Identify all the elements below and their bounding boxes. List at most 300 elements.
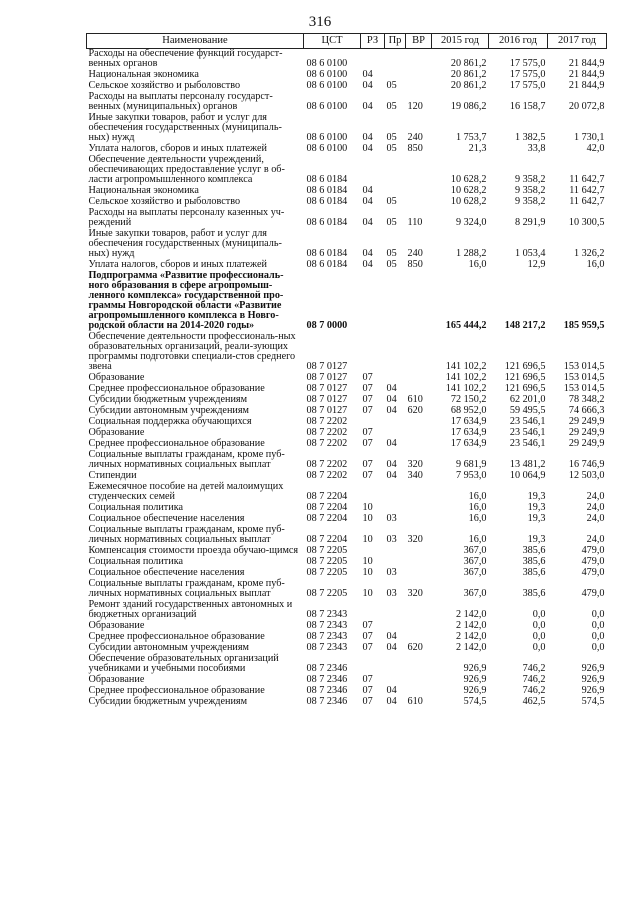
row-cst: 08 7 2202 <box>306 459 348 470</box>
row-value-2017: 21 844,9 <box>568 58 605 69</box>
row-value-2015: 17 634,9 <box>450 427 487 438</box>
row-rz: 07 <box>362 685 373 696</box>
row-value-2016: 23 546,1 <box>509 427 546 438</box>
row-value-2017: 479,0 <box>581 545 605 556</box>
row-vr <box>406 482 432 503</box>
row-name: Компенсация стоимости проезда обучаю-щимся <box>88 545 299 556</box>
row-value-2015: 574,5 <box>463 696 487 707</box>
row-value-2017: 153 014,5 <box>563 361 605 372</box>
row-pr: 04 <box>386 685 397 696</box>
row-name: Ремонт зданий государственных автономных и бюджетных организаций <box>88 599 293 620</box>
row-name: Социальная политика <box>88 502 184 513</box>
row-value-2016: 385,6 <box>522 545 546 556</box>
row-cst: 08 6 0184 <box>306 248 348 259</box>
column-header-name: Наименование <box>87 34 304 49</box>
row-value-2015: 16,0 <box>468 491 487 502</box>
row-name: Субсидии бюджетным учреждениям <box>88 696 248 707</box>
row-value-2017: 24,0 <box>586 491 605 502</box>
row-vr <box>406 417 432 428</box>
row-value-2015: 20 861,2 <box>450 58 487 69</box>
row-cst: 08 6 0184 <box>306 217 348 228</box>
row-value-2015: 367,0 <box>463 556 487 567</box>
row-vr <box>406 155 432 186</box>
row-rz: 04 <box>362 69 373 80</box>
row-value-2016: 59 495,5 <box>509 405 546 416</box>
row-cst: 08 6 0184 <box>306 259 348 270</box>
row-name: Сельское хозяйство и рыболовство <box>88 196 241 207</box>
row-cst: 08 7 0127 <box>306 372 348 383</box>
row-value-2017: 29 249,9 <box>568 416 605 427</box>
row-pr <box>385 417 406 428</box>
table-header-row <box>87 34 607 49</box>
row-name: Уплата налогов, сборов и иных платежей <box>88 259 267 270</box>
row-value-2015: 21,3 <box>468 143 487 154</box>
row-rz: 04 <box>362 248 373 259</box>
row-value-2015: 17 634,9 <box>450 416 487 427</box>
row-name: Иные закупки товаров, работ и услуг для обеспечения государственных (муниципаль-ных) нужд <box>88 112 282 143</box>
row-value-2016: 1 382,5 <box>514 132 546 143</box>
row-value-2015: 141 102,2 <box>445 383 487 394</box>
row-value-2015: 19 086,2 <box>450 101 487 112</box>
column-header-2017: 2017 год <box>548 34 607 49</box>
row-rz: 07 <box>362 438 373 449</box>
row-value-2016: 385,6 <box>522 588 546 599</box>
row-vr: 620 <box>407 642 423 653</box>
row-value-2015: 367,0 <box>463 545 487 556</box>
row-pr <box>385 654 406 675</box>
row-value-2015: 367,0 <box>463 567 487 578</box>
row-value-2017: 16 746,9 <box>568 459 605 470</box>
row-cst: 08 6 0184 <box>306 185 348 196</box>
row-name: Обеспечение образовательных организаций учебниками и учебными пособиями <box>88 653 279 674</box>
table-row <box>87 482 607 503</box>
row-cst: 08 7 2202 <box>306 427 348 438</box>
row-pr: 04 <box>386 405 397 416</box>
table-row <box>87 49 607 71</box>
row-value-2016: 17 575,0 <box>509 80 546 91</box>
row-vr <box>406 428 432 439</box>
row-rz <box>361 600 385 621</box>
row-rz: 07 <box>362 394 373 405</box>
row-pr: 04 <box>386 642 397 653</box>
row-value-2017: 12 503,0 <box>568 470 605 481</box>
row-pr: 03 <box>386 588 397 599</box>
row-value-2017: 20 072,8 <box>568 101 605 112</box>
row-rz: 07 <box>362 642 373 653</box>
row-cst: 08 6 0184 <box>306 196 348 207</box>
row-vr <box>406 514 432 525</box>
row-vr <box>406 568 432 579</box>
row-value-2015: 2 142,0 <box>455 631 487 642</box>
row-value-2015: 10 628,2 <box>450 185 487 196</box>
row-pr <box>385 271 406 332</box>
row-value-2017: 0,0 <box>591 631 605 642</box>
row-cst: 08 6 0100 <box>306 143 348 154</box>
row-pr: 05 <box>386 101 397 112</box>
row-pr: 04 <box>386 459 397 470</box>
row-name: Социальное обеспечение населения <box>88 513 245 524</box>
row-value-2016: 0,0 <box>532 642 546 653</box>
row-name: Субсидии автономным учреждениям <box>88 642 249 653</box>
row-pr: 04 <box>386 394 397 405</box>
row-value-2017: 479,0 <box>581 588 605 599</box>
row-name: Субсидии автономным учреждениям <box>88 405 249 416</box>
table-row <box>87 332 607 373</box>
row-value-2016: 9 358,2 <box>514 185 546 196</box>
row-value-2015: 7 953,0 <box>455 470 487 481</box>
table-row <box>87 450 607 471</box>
row-value-2017: 153 014,5 <box>563 383 605 394</box>
row-rz <box>361 271 385 332</box>
row-value-2015: 9 324,0 <box>455 217 487 228</box>
column-header-2016: 2016 год <box>489 34 548 49</box>
row-value-2015: 10 628,2 <box>450 196 487 207</box>
row-value-2015: 16,0 <box>468 534 487 545</box>
row-rz <box>361 654 385 675</box>
row-name: Среднее профессиональное образование <box>88 438 265 449</box>
row-cst: 08 7 2343 <box>306 609 348 620</box>
row-value-2016: 148 217,2 <box>504 320 546 331</box>
row-value-2017: 74 666,3 <box>568 405 605 416</box>
row-value-2015: 926,9 <box>463 685 487 696</box>
row-cst: 08 7 0127 <box>306 394 348 405</box>
row-cst: 08 6 0100 <box>306 132 348 143</box>
row-cst: 08 7 2204 <box>306 502 348 513</box>
row-value-2017: 574,5 <box>581 696 605 707</box>
row-value-2016: 17 575,0 <box>509 69 546 80</box>
row-value-2017: 24,0 <box>586 502 605 513</box>
row-rz: 04 <box>362 101 373 112</box>
row-name: Социальная политика <box>88 556 184 567</box>
row-pr: 05 <box>386 80 397 91</box>
row-value-2016: 19,3 <box>527 513 546 524</box>
table-row <box>87 229 607 260</box>
table-row <box>87 92 607 113</box>
table-row <box>87 525 607 546</box>
row-vr <box>406 439 432 450</box>
row-vr <box>406 600 432 621</box>
row-name: Подпрограмма «Развитие профессиональ-ного образования в сфере агропромыш-ленного комплекса» государственной про-граммы Новгородской области «Развитие агропромышленного комплекса в Новго-родской области на 2014-2020 годы» <box>88 270 284 331</box>
row-pr: 05 <box>386 143 397 154</box>
row-cst: 08 6 0100 <box>306 58 348 69</box>
row-rz <box>361 49 385 71</box>
row-value-2016: 121 696,5 <box>504 361 546 372</box>
row-name: Образование <box>88 372 145 383</box>
row-pr: 05 <box>386 132 397 143</box>
row-vr: 240 <box>407 132 423 143</box>
row-value-2016: 0,0 <box>532 609 546 620</box>
row-name: Обеспечение деятельности профессиональ-ных образовательных организаций, реали-зующих программы подготовки специали-стов среднего звена <box>88 331 296 372</box>
row-value-2017: 11 642,7 <box>569 185 605 196</box>
row-value-2016: 17 575,0 <box>509 58 546 69</box>
row-pr <box>385 49 406 71</box>
row-value-2015: 141 102,2 <box>445 372 487 383</box>
row-name: Социальные выплаты гражданам, кроме пуб-личных нормативных социальных выплат <box>88 524 285 545</box>
row-value-2017: 926,9 <box>581 685 605 696</box>
row-cst: 08 6 0184 <box>306 174 348 185</box>
row-vr <box>406 186 432 197</box>
row-cst: 08 7 2202 <box>306 438 348 449</box>
row-value-2016: 385,6 <box>522 556 546 567</box>
row-value-2015: 926,9 <box>463 674 487 685</box>
row-value-2017: 29 249,9 <box>568 438 605 449</box>
row-value-2015: 2 142,0 <box>455 642 487 653</box>
row-name: Ежемесячное пособие на детей малоимущих студенческих семей <box>88 481 284 502</box>
row-value-2017: 1 326,2 <box>573 248 605 259</box>
row-name: Образование <box>88 620 145 631</box>
row-value-2017: 0,0 <box>591 609 605 620</box>
table-row <box>87 208 607 229</box>
row-value-2015: 1 753,7 <box>455 132 487 143</box>
row-value-2015: 16,0 <box>468 502 487 513</box>
row-cst: 08 7 2204 <box>306 491 348 502</box>
row-value-2016: 10 064,9 <box>509 470 546 481</box>
row-value-2017: 479,0 <box>581 567 605 578</box>
row-value-2015: 17 634,9 <box>450 438 487 449</box>
row-value-2016: 33,8 <box>527 143 546 154</box>
row-cst: 08 6 0100 <box>306 69 348 80</box>
row-vr: 610 <box>407 394 423 405</box>
table-row <box>87 155 607 186</box>
row-vr: 340 <box>407 470 423 481</box>
row-value-2017: 926,9 <box>581 663 605 674</box>
row-rz: 04 <box>362 259 373 270</box>
table-body <box>87 49 607 709</box>
row-pr: 04 <box>386 470 397 481</box>
row-cst: 08 7 0127 <box>306 383 348 394</box>
row-cst: 08 7 2205 <box>306 556 348 567</box>
row-cst: 08 7 0127 <box>306 361 348 372</box>
table-row <box>87 271 607 332</box>
row-value-2016: 19,3 <box>527 491 546 502</box>
row-value-2016: 19,3 <box>527 534 546 545</box>
row-pr: 04 <box>386 696 397 707</box>
row-name: Образование <box>88 427 145 438</box>
row-rz: 07 <box>362 372 373 383</box>
row-pr: 05 <box>386 259 397 270</box>
row-vr: 850 <box>407 143 423 154</box>
row-vr <box>406 81 432 92</box>
row-vr <box>406 373 432 384</box>
row-value-2017: 479,0 <box>581 556 605 567</box>
row-value-2017: 11 642,7 <box>569 196 605 207</box>
page-number: 316 <box>308 14 332 30</box>
row-rz: 04 <box>362 217 373 228</box>
row-cst: 08 7 0127 <box>306 405 348 416</box>
column-header-rz: РЗ <box>361 34 385 49</box>
row-value-2015: 2 142,0 <box>455 609 487 620</box>
table-row <box>87 654 607 675</box>
row-value-2015: 10 628,2 <box>450 174 487 185</box>
row-value-2016: 9 358,2 <box>514 174 546 185</box>
row-name: Среднее профессиональное образование <box>88 383 265 394</box>
row-value-2015: 9 681,9 <box>455 459 487 470</box>
row-name: Образование <box>88 674 145 685</box>
row-name: Социальные выплаты гражданам, кроме пуб-личных нормативных социальных выплат <box>88 449 285 470</box>
row-value-2015: 72 150,2 <box>450 394 487 405</box>
row-cst: 08 7 2202 <box>306 416 348 427</box>
row-cst: 08 7 2204 <box>306 513 348 524</box>
row-value-2017: 42,0 <box>586 143 605 154</box>
row-pr <box>385 332 406 373</box>
row-value-2015: 926,9 <box>463 663 487 674</box>
column-header-cst: ЦСТ <box>304 34 361 49</box>
row-value-2017: 78 348,2 <box>568 394 605 405</box>
row-name: Социальные выплаты гражданам, кроме пуб-личных нормативных социальных выплат <box>88 578 285 599</box>
row-pr: 03 <box>386 513 397 524</box>
row-rz: 10 <box>362 534 373 545</box>
row-name: Уплата налогов, сборов и иных платежей <box>88 143 267 154</box>
row-vr <box>406 557 432 568</box>
row-pr: 04 <box>386 438 397 449</box>
row-rz: 07 <box>362 459 373 470</box>
row-value-2015: 367,0 <box>463 588 487 599</box>
row-pr <box>385 482 406 503</box>
row-value-2015: 68 952,0 <box>450 405 487 416</box>
row-value-2016: 13 481,2 <box>509 459 546 470</box>
row-pr <box>385 155 406 186</box>
row-name: Социальное обеспечение населения <box>88 567 245 578</box>
row-vr <box>406 503 432 514</box>
row-vr: 320 <box>407 588 423 599</box>
row-vr <box>406 546 432 557</box>
row-value-2015: 2 142,0 <box>455 620 487 631</box>
row-rz: 10 <box>362 567 373 578</box>
row-value-2017: 16,0 <box>586 259 605 270</box>
row-vr: 620 <box>407 405 423 416</box>
row-pr <box>385 546 406 557</box>
row-cst: 08 7 2205 <box>306 567 348 578</box>
row-rz <box>361 482 385 503</box>
row-name: Среднее профессиональное образование <box>88 631 265 642</box>
row-name: Расходы на выплаты персоналу государст-венных (муниципальных) органов <box>88 91 273 112</box>
row-value-2017: 24,0 <box>586 534 605 545</box>
table-row <box>87 113 607 144</box>
row-value-2016: 462,5 <box>522 696 546 707</box>
row-value-2017: 21 844,9 <box>568 80 605 91</box>
row-value-2016: 1 053,4 <box>514 248 546 259</box>
row-rz: 10 <box>362 588 373 599</box>
row-name: Иные закупки товаров, работ и услуг для обеспечения государственных (муниципаль-ных) нужд <box>88 228 282 259</box>
row-rz: 04 <box>362 132 373 143</box>
row-value-2016: 19,3 <box>527 502 546 513</box>
column-header-pr: Пр <box>385 34 406 49</box>
row-vr: 320 <box>407 459 423 470</box>
row-vr: 850 <box>407 259 423 270</box>
row-rz: 07 <box>362 631 373 642</box>
row-rz: 07 <box>362 674 373 685</box>
row-rz: 10 <box>362 502 373 513</box>
row-value-2016: 385,6 <box>522 567 546 578</box>
row-value-2016: 16 158,7 <box>509 101 546 112</box>
row-vr: 110 <box>407 217 423 228</box>
row-cst: 08 7 2346 <box>306 674 348 685</box>
row-value-2016: 0,0 <box>532 620 546 631</box>
row-rz: 07 <box>362 405 373 416</box>
row-value-2017: 10 300,5 <box>568 217 605 228</box>
row-value-2016: 746,2 <box>522 663 546 674</box>
row-rz: 07 <box>362 696 373 707</box>
row-rz: 10 <box>362 513 373 524</box>
row-value-2016: 8 291,9 <box>514 217 546 228</box>
row-name: Национальная экономика <box>88 185 199 196</box>
row-value-2016: 23 546,1 <box>509 438 546 449</box>
row-cst: 08 7 2202 <box>306 470 348 481</box>
row-pr: 04 <box>386 631 397 642</box>
table-row <box>87 600 607 621</box>
row-value-2015: 16,0 <box>468 513 487 524</box>
table-row <box>87 697 607 708</box>
row-pr: 05 <box>386 217 397 228</box>
table-row <box>87 579 607 600</box>
row-vr <box>406 654 432 675</box>
budget-table <box>86 33 607 708</box>
row-pr <box>385 600 406 621</box>
row-rz: 04 <box>362 185 373 196</box>
row-name: Расходы на выплаты персоналу казенных уч-реждений <box>88 207 285 228</box>
row-value-2017: 926,9 <box>581 674 605 685</box>
row-value-2017: 21 844,9 <box>568 69 605 80</box>
row-value-2015: 141 102,2 <box>445 361 487 372</box>
row-vr <box>406 271 432 332</box>
row-name: Стипендии <box>88 470 137 481</box>
row-cst: 08 6 0100 <box>306 80 348 91</box>
row-name: Обеспечение деятельности учреждений, обеспечивающих предоставление услуг в об-ласти агропромышленного комплекса <box>88 154 285 185</box>
row-value-2016: 0,0 <box>532 631 546 642</box>
row-cst: 08 7 2343 <box>306 642 348 653</box>
row-pr: 03 <box>386 567 397 578</box>
row-value-2015: 16,0 <box>468 259 487 270</box>
row-value-2016: 62 201,0 <box>509 394 546 405</box>
row-value-2016: 746,2 <box>522 674 546 685</box>
row-vr <box>406 332 432 373</box>
row-value-2015: 20 861,2 <box>450 80 487 91</box>
row-value-2016: 23 546,1 <box>509 416 546 427</box>
row-cst: 08 7 2343 <box>306 631 348 642</box>
row-vr: 120 <box>407 101 423 112</box>
row-vr <box>406 197 432 208</box>
row-value-2017: 29 249,9 <box>568 427 605 438</box>
row-value-2015: 20 861,2 <box>450 69 487 80</box>
row-value-2016: 12,9 <box>527 259 546 270</box>
row-cst: 08 7 2346 <box>306 696 348 707</box>
row-cst: 08 7 2204 <box>306 534 348 545</box>
row-name: Среднее профессиональное образование <box>88 685 265 696</box>
row-rz <box>361 155 385 186</box>
row-vr: 240 <box>407 248 423 259</box>
row-name: Субсидии бюджетным учреждениям <box>88 394 248 405</box>
row-rz: 07 <box>362 470 373 481</box>
row-rz: 04 <box>362 196 373 207</box>
row-value-2016: 121 696,5 <box>504 372 546 383</box>
row-value-2015: 1 288,2 <box>455 248 487 259</box>
row-value-2017: 11 642,7 <box>569 174 605 185</box>
row-name: Социальная поддержка обучающихся <box>88 416 252 427</box>
row-vr <box>406 621 432 632</box>
row-vr <box>406 49 432 71</box>
row-cst: 08 7 2343 <box>306 620 348 631</box>
row-value-2017: 0,0 <box>591 620 605 631</box>
row-vr <box>406 70 432 81</box>
row-rz: 04 <box>362 80 373 91</box>
row-name: Национальная экономика <box>88 69 199 80</box>
row-vr: 610 <box>407 696 423 707</box>
row-pr: 04 <box>386 383 397 394</box>
row-value-2015: 165 444,2 <box>445 320 487 331</box>
row-value-2017: 153 014,5 <box>563 372 605 383</box>
row-cst: 08 7 2205 <box>306 588 348 599</box>
row-cst: 08 6 0100 <box>306 101 348 112</box>
